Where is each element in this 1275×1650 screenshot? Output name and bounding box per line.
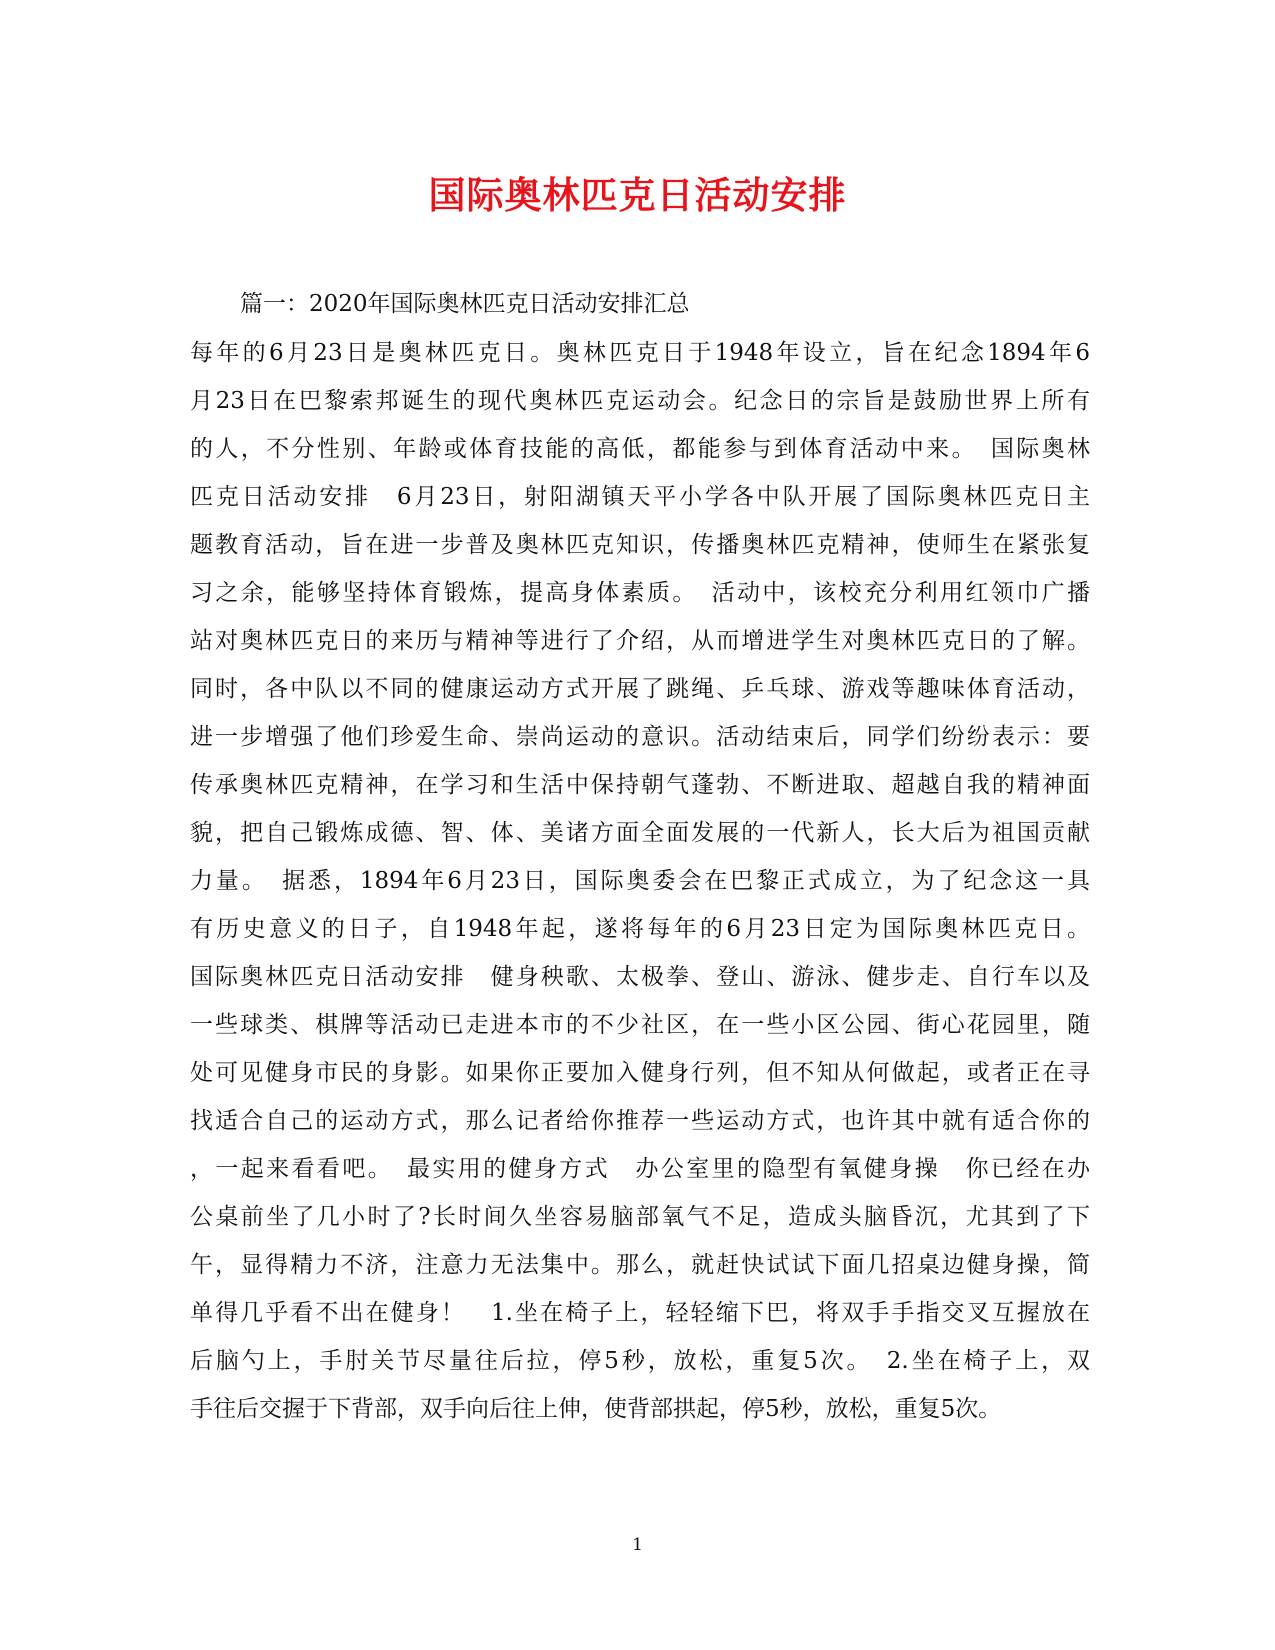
body-line: ，一起来看看吧。 最实用的健身方式 办公室里的隐型有氧健身操 你已经在办: [190, 1156, 1090, 1182]
body-line: 有历史意义的日子，自1948年起，遂将每年的6月23日定为国际奥林匹克日。: [190, 916, 1090, 942]
body-line: 午，显得精力不济，注意力无法集中。那么，就赶快试试下面几招桌边健身操，简: [190, 1252, 1090, 1278]
body-line: 貌，把自己锻炼成德、智、体、美诸方面全面发展的一代新人，长大后为祖国贡献: [190, 820, 1090, 846]
body-line: 一些球类、棋牌等活动已走进本市的不少社区，在一些小区公园、街心花园里，随: [190, 1012, 1090, 1038]
section-heading: 篇一：2020年国际奥林匹克日活动安排汇总: [240, 291, 690, 317]
body-line: 月23日在巴黎索邦诞生的现代奥林匹克运动会。纪念日的宗旨是鼓励世界上所有: [190, 388, 1090, 414]
document-title: 国际奥林匹克日活动安排: [428, 173, 847, 217]
body-line: 找适合自己的运动方式，那么记者给你推荐一些运动方式，也许其中就有适合你的: [190, 1108, 1090, 1134]
body-line: 匹克日活动安排 6月23日，射阳湖镇天平小学各中队开展了国际奥林匹克日主: [190, 484, 1090, 510]
body-line: 习之余，能够坚持体育锻炼，提高身体素质。 活动中，该校充分利用红领巾广播: [190, 580, 1090, 606]
body-line: 后脑勺上，手肘关节尽量往后拉，停5秒，放松，重复5次。 2.坐在椅子上，双: [190, 1348, 1090, 1374]
body-line: 手往后交握于下背部，双手向后往上伸，使背部拱起，停5秒，放松，重复5次。: [190, 1396, 1002, 1422]
page-number: 1: [632, 1535, 643, 1555]
body-text: [190, 329, 1090, 1433]
body-line: 同时，各中队以不同的健康运动方式开展了跳绳、乒乓球、游戏等趣味体育活动，: [190, 676, 1090, 702]
body-line: 单得几乎看不出在健身！ 1.坐在椅子上，轻轻缩下巴，将双手手指交叉互握放在: [190, 1300, 1090, 1326]
body-line: 每年的6月23日是奥林匹克日。奥林匹克日于1948年设立，旨在纪念1894年6: [190, 340, 1090, 366]
body-line: 公桌前坐了几小时了?长时间久坐容易脑部氧气不足，造成头脑昏沉，尤其到了下: [190, 1204, 1090, 1230]
body-line: 的人，不分性别、年龄或体育技能的高低，都能参与到体育活动中来。 国际奥林: [190, 436, 1090, 462]
body-line: 传承奥林匹克精神，在学习和生活中保持朝气蓬勃、不断进取、超越自我的精神面: [190, 772, 1090, 798]
body-line: 题教育活动，旨在进一步普及奥林匹克知识，传播奥林匹克精神，使师生在紧张复: [190, 532, 1090, 558]
body-line: 站对奥林匹克日的来历与精神等进行了介绍，从而增进学生对奥林匹克日的了解。: [190, 628, 1090, 654]
body-line: 处可见健身市民的身影。如果你正要加入健身行列，但不知从何做起，或者正在寻: [190, 1060, 1090, 1086]
body-line: 国际奥林匹克日活动安排 健身秧歌、太极拳、登山、游泳、健步走、自行车以及: [190, 964, 1090, 990]
body-line: 进一步增强了他们珍爱生命、崇尚运动的意识。活动结束后，同学们纷纷表示：要: [190, 724, 1090, 750]
body-line: 力量。 据悉，1894年6月23日，国际奥委会在巴黎正式成立，为了纪念这一具: [190, 868, 1090, 894]
